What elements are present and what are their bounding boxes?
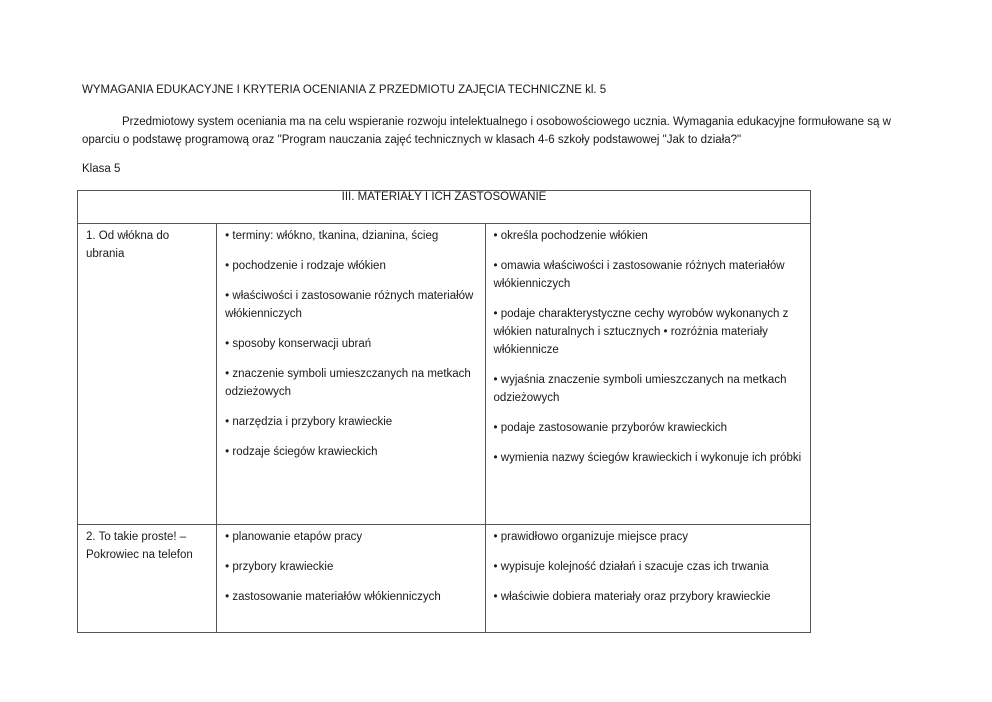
topic-cell <box>78 224 217 525</box>
list-item: • wypisuje kolejność działań i szacuje czas ich trwania <box>494 558 802 576</box>
requirements-table <box>77 190 811 633</box>
list-item: • narzędzia i przybory krawieckie <box>225 413 476 431</box>
list-item: • podaje zastosowanie przyborów krawieckich <box>494 419 802 437</box>
requirements-cell <box>485 224 810 525</box>
list-item: • pochodzenie i rodzaje włókien <box>225 257 476 275</box>
list-item: • wymienia nazwy ściegów krawieckich i wykonuje ich próbki <box>494 449 802 467</box>
requirements-cell <box>485 525 810 633</box>
table-row <box>78 525 811 633</box>
list-item: • przybory krawieckie <box>225 558 476 576</box>
intro-paragraph: Przedmiotowy system oceniania ma na celu wspieranie rozwoju intelektualnego i osobowościowego ucznia. Wymagania edukacyjne formułowane są w oparciu o podstawę programową oraz "Program nauczania zajęć technicznych w klasach 4-6 szkoły podstawowej "Jak to działa?" <box>82 116 891 146</box>
list-item: • znaczenie symboli umieszczanych na metkach odzieżowych <box>225 365 476 401</box>
list-item: • podaje charakterystyczne cechy wyrobów wykonanych z włókien naturalnych i sztucznych • rozróżnia materiały włókiennicze <box>494 305 802 359</box>
list-item: • prawidłowo organizuje miejsce pracy <box>494 528 802 546</box>
topic-label: 1. Od włókna do ubrania <box>86 230 170 260</box>
topic-cell <box>78 525 217 633</box>
list-item: • rodzaje ściegów krawieckich <box>225 443 476 461</box>
document-title: WYMAGANIA EDUKACYJNE I KRYTERIA OCENIANIA Z PRZEDMIOTU ZAJĘCIA TECHNICZNE kl. 5 <box>82 84 607 96</box>
list-item: • sposoby konserwacji ubrań <box>225 335 476 353</box>
list-item: • terminy: włókno, tkanina, dzianina, ścieg <box>225 227 476 245</box>
list-item: • właściwie dobiera materiały oraz przybory krawieckie <box>494 588 802 606</box>
table-row <box>78 224 811 525</box>
list-item: • określa pochodzenie włókien <box>494 227 802 245</box>
section-title: III. MATERIAŁY I ICH ZASTOSOWANIE <box>78 191 811 224</box>
content-cell <box>217 525 485 633</box>
topic-label: 2. To takie proste! – Pokrowiec na telefon <box>86 531 193 561</box>
content-cell <box>217 224 485 525</box>
list-item: • omawia właściwości i zastosowanie różnych materiałów włókienniczych <box>494 257 802 293</box>
list-item: • planowanie etapów pracy <box>225 528 476 546</box>
grade-label: Klasa 5 <box>82 163 121 175</box>
list-item: • wyjaśnia znaczenie symboli umieszczanych na metkach odzieżowych <box>494 371 802 407</box>
list-item: • właściwości i zastosowanie różnych materiałów włókienniczych <box>225 287 476 323</box>
list-item: • zastosowanie materiałów włókienniczych <box>225 588 476 606</box>
